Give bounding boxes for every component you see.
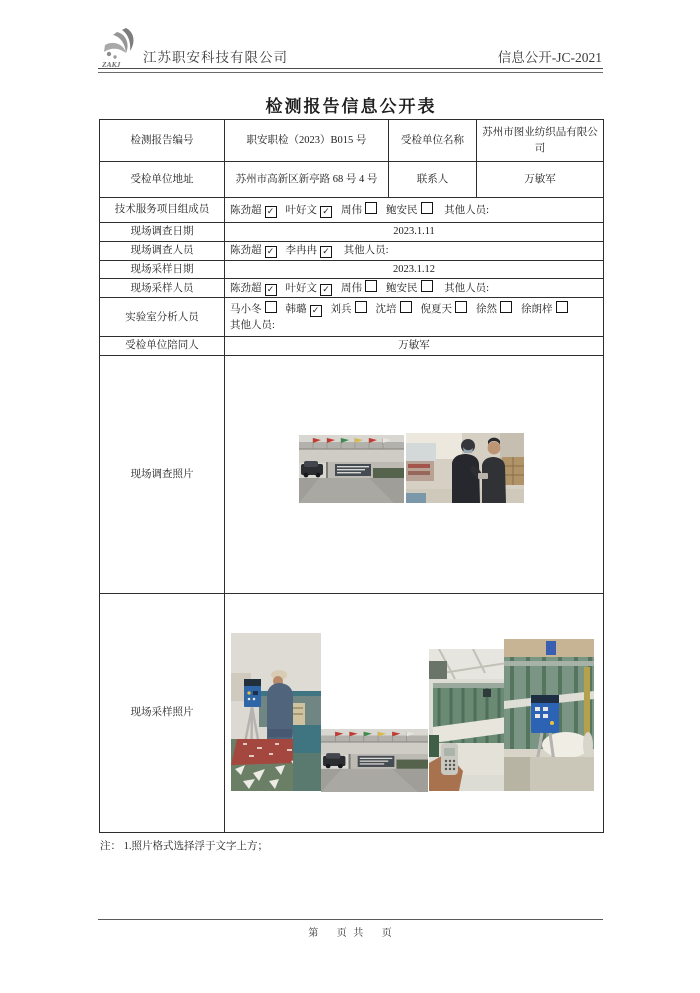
survey-staff-value — [225, 242, 604, 261]
table-row — [100, 223, 604, 242]
staff-member — [286, 302, 322, 317]
checkbox-checked[interactable]: ✓ — [320, 284, 332, 296]
table-row — [100, 162, 604, 198]
table-row — [100, 279, 604, 298]
survey-photos-cell — [225, 355, 604, 593]
footer-rule — [98, 919, 603, 920]
company-logo — [99, 26, 145, 70]
checkbox-unchecked[interactable] — [421, 202, 433, 214]
checkbox-checked[interactable]: ✓ — [310, 305, 322, 317]
staff-name: 陈劲超 — [230, 204, 262, 216]
footnote: 注： 1.照片格式选择浮于文字上方； — [100, 841, 268, 852]
table-row — [100, 355, 604, 593]
survey-staff-list — [230, 245, 341, 256]
unit-addr-value: 苏州市高新区新亭路 68 号 4 号 — [225, 162, 389, 198]
escort-value: 万敏军 — [225, 337, 604, 355]
staff-name: 陈劲超 — [230, 283, 262, 295]
staff-name: 马小冬 — [230, 304, 262, 316]
sampling-staff-label: 现场采样人员 — [100, 279, 225, 298]
checkbox-checked[interactable]: ✓ — [265, 206, 277, 218]
contact-label: 联系人 — [389, 162, 477, 198]
staff-name: 韩璐 — [285, 304, 307, 316]
lab-staff-label: 实验室分析人员 — [100, 298, 225, 337]
checkbox-unchecked[interactable] — [365, 202, 377, 214]
staff-name: 叶好文 — [285, 283, 317, 295]
sampling-date-label: 现场采样日期 — [100, 261, 225, 279]
staff-name: 周伟 — [341, 204, 362, 216]
table-row — [100, 337, 604, 355]
staff-member — [230, 301, 277, 317]
checkbox-unchecked[interactable] — [500, 301, 512, 313]
staff-name: 李冉冉 — [285, 245, 317, 257]
header-rule — [98, 68, 603, 73]
tech-team-other-label: 其他人员: — [444, 204, 490, 216]
tech-team-label: 技术服务项目组成员 — [100, 198, 225, 223]
report-no-label: 检测报告编号 — [100, 120, 225, 162]
company-name: 江苏职安科技有限公司 — [143, 50, 288, 65]
staff-member — [286, 281, 333, 296]
unit-addr-label: 受检单位地址 — [100, 162, 225, 198]
survey-photos-label: 现场调查照片 — [100, 355, 225, 593]
staff-member — [341, 202, 377, 218]
staff-member — [230, 243, 277, 258]
tech-team-list — [230, 205, 442, 216]
tech-team-value — [225, 198, 604, 223]
staff-name: 叶好文 — [285, 204, 317, 216]
table-row — [100, 298, 604, 337]
lab-staff-value — [225, 298, 604, 337]
page-number-text: 第 页 共 页 — [308, 928, 394, 939]
lab-staff-other-label: 其他人员: — [230, 320, 275, 332]
checkbox-checked[interactable]: ✓ — [320, 206, 332, 218]
svg-text:ZAKJ: ZAKJ — [102, 60, 121, 69]
staff-name: 倪夏天 — [420, 304, 452, 316]
table-row — [100, 198, 604, 223]
photo-site-interview — [406, 433, 524, 503]
unit-name-label: 受检单位名称 — [389, 120, 477, 162]
survey-date-label: 现场调查日期 — [100, 223, 225, 242]
checkbox-unchecked[interactable] — [556, 301, 568, 313]
staff-member — [230, 203, 277, 218]
survey-staff-label: 现场调查人员 — [100, 242, 225, 261]
checkbox-checked[interactable]: ✓ — [320, 246, 332, 258]
staff-member — [386, 280, 433, 296]
table-row — [100, 261, 604, 279]
sampling-staff-list — [230, 283, 442, 294]
sampling-photos-label: 现场采样照片 — [100, 593, 225, 832]
photo-sampler-tripod-worker — [231, 633, 321, 791]
staff-name: 陈劲超 — [230, 245, 262, 257]
lab-staff-list — [230, 301, 598, 317]
staff-member — [476, 301, 512, 317]
staff-member — [331, 301, 367, 317]
staff-name: 徐然 — [476, 304, 497, 316]
checkbox-unchecked[interactable] — [455, 301, 467, 313]
checkbox-checked[interactable]: ✓ — [265, 284, 277, 296]
staff-member — [230, 281, 277, 296]
photo-factory-gate — [299, 435, 404, 503]
checkbox-unchecked[interactable] — [400, 301, 412, 313]
sampling-staff-value — [225, 279, 604, 298]
escort-label: 受检单位陪同人 — [100, 337, 225, 355]
checkbox-unchecked[interactable] — [355, 301, 367, 313]
table-row — [100, 242, 604, 261]
photo-loom-sampler-instrument — [504, 639, 594, 791]
checkbox-checked[interactable]: ✓ — [265, 246, 277, 258]
staff-name: 鲍安民 — [386, 283, 418, 295]
staff-member — [286, 243, 333, 258]
staff-member — [386, 202, 433, 218]
checkbox-unchecked[interactable] — [421, 280, 433, 292]
sampling-date-value: 2023.1.12 — [225, 261, 604, 279]
checkbox-unchecked[interactable] — [365, 280, 377, 292]
staff-name: 刘兵 — [330, 304, 352, 316]
checkbox-unchecked[interactable] — [265, 301, 277, 313]
staff-name: 鲍安民 — [386, 204, 418, 216]
survey-staff-other-label: 其他人员: — [343, 245, 389, 257]
table-row — [100, 120, 604, 162]
contact-value: 万敏军 — [477, 162, 604, 198]
photo-loom-handheld-meter — [429, 649, 507, 791]
unit-name-value: 苏州市图业纺织品有限公司 — [477, 120, 604, 162]
sampling-staff-other-label: 其他人员: — [444, 283, 490, 295]
table-row — [100, 593, 604, 832]
disclosure-form-table — [99, 119, 604, 833]
survey-date-value: 2023.1.11 — [225, 223, 604, 242]
document-code: 信息公开-JC-2021 — [497, 50, 602, 65]
staff-name: 周伟 — [341, 283, 362, 295]
page-title: 检测报告信息公开表 — [265, 97, 437, 116]
photo-factory-gate-2 — [321, 729, 428, 792]
staff-member — [286, 203, 333, 218]
staff-member — [376, 301, 412, 317]
report-no-value: 职安职检（2023）B015 号 — [225, 120, 389, 162]
sampling-photos-cell — [225, 593, 604, 832]
staff-member — [521, 301, 568, 317]
staff-name: 沈培 — [375, 304, 397, 316]
staff-member — [341, 280, 377, 296]
staff-member — [421, 301, 468, 317]
staff-name: 徐朗梓 — [521, 304, 553, 316]
